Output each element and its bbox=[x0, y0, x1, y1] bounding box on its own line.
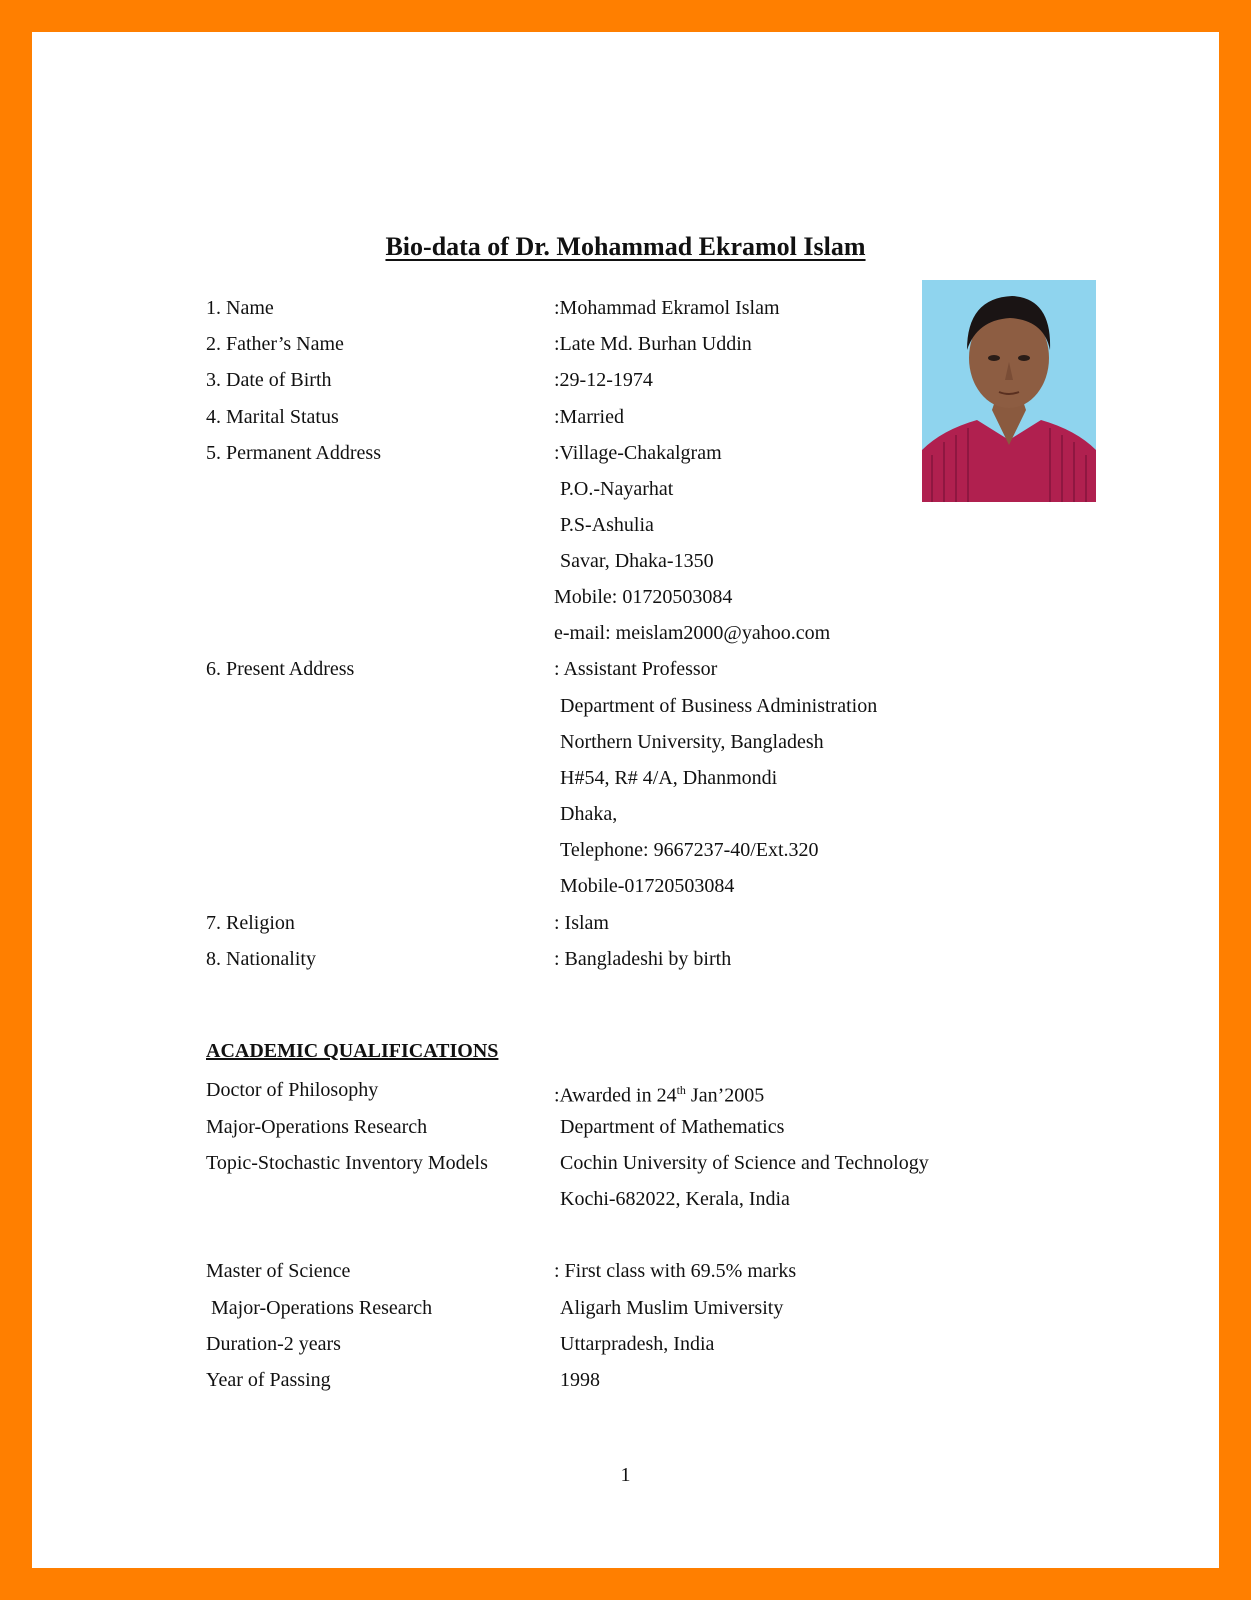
present-address-line: H#54, R# 4/A, Dhanmondi bbox=[560, 767, 778, 789]
msc-major: Major-Operations Research bbox=[206, 1297, 433, 1319]
present-address-line: : Assistant Professor bbox=[554, 658, 718, 680]
msc-result: : First class with 69.5% marks bbox=[554, 1260, 797, 1282]
nationality-label: 8. Nationality bbox=[206, 948, 316, 970]
msc-year-value: 1998 bbox=[560, 1369, 600, 1391]
present-address-line: Dhaka, bbox=[560, 803, 618, 825]
msc-year-label: Year of Passing bbox=[206, 1369, 331, 1391]
academic-heading: ACADEMIC QUALIFICATIONS bbox=[206, 1040, 499, 1062]
marital-label: 4. Marital Status bbox=[206, 406, 339, 428]
phd-label: Doctor of Philosophy bbox=[206, 1079, 379, 1101]
present-telephone: Telephone: 9667237-40/Ext.320 bbox=[560, 839, 819, 861]
present-mobile: Mobile-01720503084 bbox=[560, 875, 735, 897]
phd-award: :Awarded in 24th Jan’2005 bbox=[554, 1083, 765, 1107]
phd-topic: Topic-Stochastic Inventory Models bbox=[206, 1152, 488, 1174]
page-number: 1 bbox=[620, 1464, 631, 1486]
permanent-email: e-mail: meislam2000@yahoo.com bbox=[554, 622, 831, 644]
name-value: :Mohammad Ekramol Islam bbox=[554, 297, 780, 319]
dob-label: 3. Date of Birth bbox=[206, 369, 332, 391]
name-label: 1. Name bbox=[206, 297, 274, 319]
religion-label: 7. Religion bbox=[206, 912, 295, 934]
phd-location: Kochi-682022, Kerala, India bbox=[560, 1188, 790, 1210]
father-label: 2. Father’s Name bbox=[206, 333, 344, 355]
permanent-address-line: :Village-Chakalgram bbox=[554, 442, 722, 464]
msc-label: Master of Science bbox=[206, 1260, 351, 1282]
permanent-address-line: P.O.-Nayarhat bbox=[560, 478, 674, 500]
phd-university: Cochin University of Science and Technology bbox=[560, 1152, 929, 1174]
present-address-label: 6. Present Address bbox=[206, 658, 355, 680]
portrait-image bbox=[922, 280, 1096, 502]
permanent-address-line: P.S-Ashulia bbox=[560, 514, 654, 536]
permanent-address-label: 5. Permanent Address bbox=[206, 442, 381, 464]
father-value: :Late Md. Burhan Uddin bbox=[554, 333, 752, 355]
msc-location: Uttarpradesh, India bbox=[560, 1333, 715, 1355]
phd-department: Department of Mathematics bbox=[560, 1116, 785, 1138]
permanent-mobile: Mobile: 01720503084 bbox=[554, 586, 733, 608]
msc-duration: Duration-2 years bbox=[206, 1333, 341, 1355]
religion-value: : Islam bbox=[554, 912, 609, 934]
marital-value: :Married bbox=[554, 406, 624, 428]
msc-university: Aligarh Muslim Umiversity bbox=[560, 1297, 784, 1319]
permanent-address-line: Savar, Dhaka-1350 bbox=[560, 550, 714, 572]
present-address-line: Department of Business Administration bbox=[560, 695, 878, 717]
document-page bbox=[32, 32, 1219, 1568]
present-address-line: Northern University, Bangladesh bbox=[560, 731, 824, 753]
dob-value: :29-12-1974 bbox=[554, 369, 653, 391]
page-title: Bio-data of Dr. Mohammad Ekramol Islam bbox=[385, 232, 866, 261]
profile-photo bbox=[922, 280, 1096, 502]
nationality-value: : Bangladeshi by birth bbox=[554, 948, 732, 970]
phd-major: Major-Operations Research bbox=[206, 1116, 428, 1138]
